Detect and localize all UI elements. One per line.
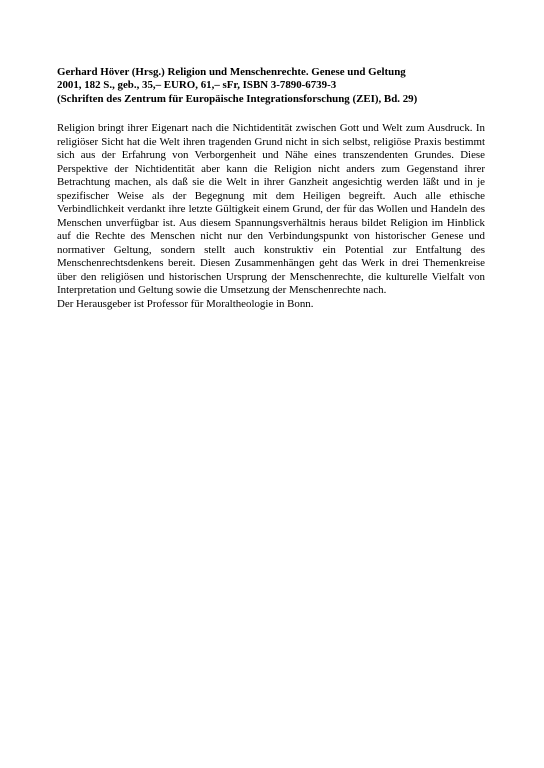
book-series-line: (Schriften des Zentrum für Europäische Integrationsforschung (ZEI), Bd. 29) bbox=[57, 92, 418, 105]
description-paragraph: Religion bringt ihrer Eigenart nach die Nichtidentität zwischen Gott und Welt zum Ausdruck. In religiöser Sicht hat die Welt ihren tragenden Grund nicht in sich selbst, religiöse Praxis bestimmt sich aus der Erfahrung von Verborgenheit und Nähe eines transzendenten Grundes. Diese Perspektive der Nichtidentität aber kann die Religion nicht anders zum Gegenstand ihrer Betrachtung machen, als daß sie die Welt in ihrer Ganzheit angesichtig werden läßt und in je spezifischer Weise als der Begegnung mit dem Heiligen begreift. Auch alle ethische Verbindlichkeit verdankt ihre letzte Gültigkeit einem Grund, der für das Wollen und Handeln des Menschen unverfügbar ist. Aus diesem Spannungsverhältnis heraus bildet Religion im Hinblick auf die Rechte des Menschen nicht nur den Verbindungspunkt von historischer Genese und normativer Geltung, sondern stellt auch konstruktiv ein Potential zur Entfaltung des Menschenrechtsdenkens bereit. Diesen Zusammenhängen geht das Werk in drei Themenkreise über den religiösen und historischen Ursprung der Menschenrechte, die kulturelle Vielfalt von Interpretation und Geltung sowie die Umsetzung der Menschenrechte nach. bbox=[57, 122, 485, 297]
editor-note: Der Herausgeber ist Professor für Moraltheologie in Bonn. bbox=[57, 297, 314, 310]
document-content bbox=[57, 66, 485, 311]
book-publication-details: 2001, 182 S., geb., 35,– EURO, 61,– sFr, ISBN 3-7890-6739-3 bbox=[57, 79, 337, 92]
book-title-line: Gerhard Höver (Hrsg.) Religion und Menschenrechte. Genese und Geltung bbox=[57, 66, 406, 78]
book-header bbox=[57, 66, 485, 106]
book-description bbox=[57, 122, 485, 311]
